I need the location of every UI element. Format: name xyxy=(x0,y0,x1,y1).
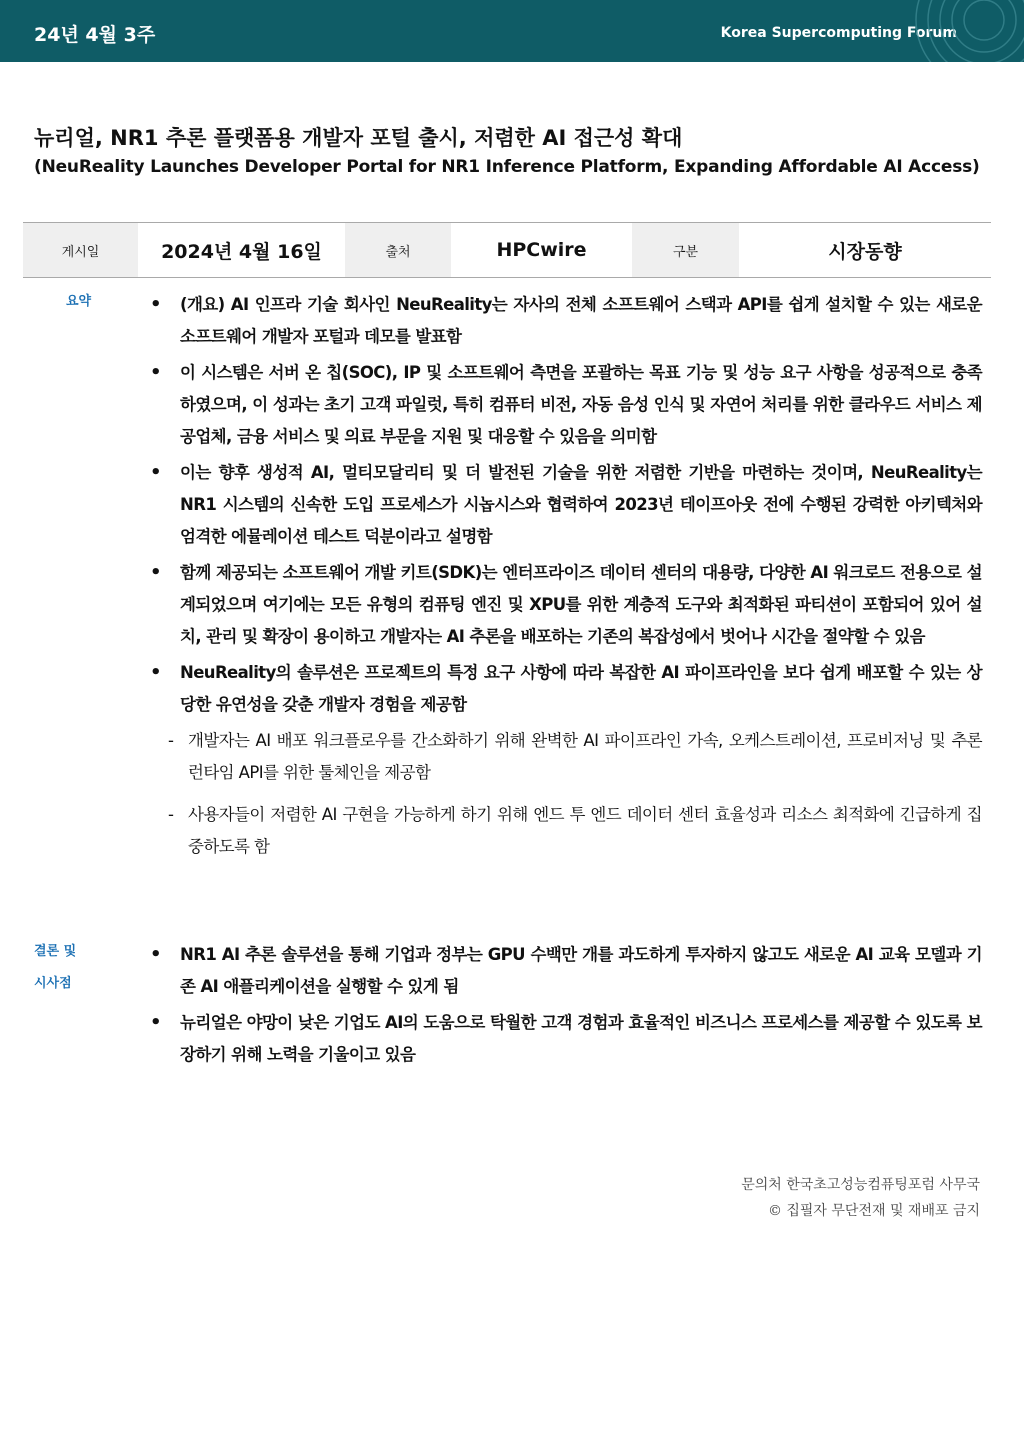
title-english: (NeuReality Launches Developer Portal for NR1 Inference Platform, Expanding Affordable AI Access) xyxy=(34,157,980,177)
category-value: 시장동향 xyxy=(828,240,902,263)
conclusion-label-line1: 결론 및 xyxy=(34,944,77,959)
summary-bullet: • NeuReality의 솔루션은 프로젝트의 특정 요구 사항에 따라 복잡한 AI 파이프라인을 보다 쉽게 배포할 수 있는 상당한 유연성을 갖춘 개발자 경험을 제공함 xyxy=(148,657,982,721)
summary-content xyxy=(148,289,982,873)
conclusion-bullet: • NR1 AI 추론 솔루션을 통해 기업과 정부는 GPU 수백만 개를 과도하게 투자하지 않고도 새로운 AI 교육 모델과 기존 AI 애플리케이션을 실행할 수 있게 됨 xyxy=(148,939,982,1003)
meta-table xyxy=(23,222,991,278)
category-label: 구분 xyxy=(632,223,739,277)
source-label: 출처 xyxy=(345,223,451,277)
conclusion-bullet: • 뉴리얼은 야망이 낮은 기업도 AI의 도움으로 탁월한 고객 경험과 효율적인 비즈니스 프로세스를 제공할 수 있도록 보장하기 위해 노력을 기울이고 있음 xyxy=(148,1007,982,1071)
conclusion-label xyxy=(34,936,76,1000)
header-org: Korea Supercomputing Forum xyxy=(720,25,957,41)
source-value: HPCwire xyxy=(496,239,587,261)
date-value: 2024년 4월 16일 xyxy=(161,240,322,263)
footer-copyright: © 집필자 무단전재 및 재배포 금지 xyxy=(767,1203,980,1219)
date-label: 게시일 xyxy=(23,223,138,277)
header-decoration-icon xyxy=(904,0,1024,62)
summary-bullet: • (개요) AI 인프라 기술 회사인 NeuReality는 자사의 전체 소프트웨어 스택과 API를 쉽게 설치할 수 있는 새로운 소프트웨어 개발자 포털과 데모를 발표함 xyxy=(148,289,982,353)
summary-bullet: • 이는 향후 생성적 AI, 멀티모달리티 및 더 발전된 기술을 위한 저렴한 기반을 마련하는 것이며, NeuReality는 NR1 시스템의 신속한 도입 프로세스가 시놉시스와 협력하여 2023년 테이프아웃 전에 수행된 강력한 아키텍처와 엄격한 에뮬레이션 테스트 덕분이라고 설명함 xyxy=(148,457,982,553)
conclusion-content xyxy=(148,939,982,1075)
summary-bullet: • 이 시스템은 서버 온 칩(SOC), IP 및 소프트웨어 측면을 포괄하는 목표 기능 및 성능 요구 사항을 성공적으로 충족하였으며, 이 성과는 초기 고객 파일럿, 특히 컴퓨터 비전, 자동 음성 인식 및 자연어 처리를 위한 클라우드 서비스 제공업체, 금융 서비스 및 의료 부문을 지원 및 대응할 수 있음을 의미함 xyxy=(148,357,982,453)
title-korean: 뉴리얼, NR1 추론 플랫폼용 개발자 포털 출시, 저렴한 AI 접근성 확대 xyxy=(34,126,683,150)
summary-sub-item: - 사용자들이 저렴한 AI 구현을 가능하게 하기 위해 엔드 투 엔드 데이터 센터 효율성과 리소스 최적화에 긴급하게 집중하도록 함 xyxy=(148,799,982,863)
footer-contact: 문의처 한국초고성능컴퓨팅포럼 사무국 xyxy=(741,1177,980,1193)
header-bar xyxy=(0,0,1024,62)
header-week: 24년 4월 3주 xyxy=(34,24,156,46)
summary-label: 요약 xyxy=(66,294,92,309)
footer xyxy=(741,1172,980,1224)
summary-bullet: • 함께 제공되는 소프트웨어 개발 키트(SDK)는 엔터프라이즈 데이터 센터의 대용량, 다양한 AI 워크로드 전용으로 설계되었으며 여기에는 모든 유형의 컴퓨팅 엔진 및 XPU를 위한 계층적 도구와 최적화된 파티션이 포함되어 있어 설치, 관리 및 확장이 용이하고 개발자는 AI 추론을 배포하는 기존의 복잡성에서 벗어나 시간을 절약할 수 있음 xyxy=(148,557,982,653)
conclusion-label-line2: 시사점 xyxy=(34,976,72,991)
summary-sub-item: - 개발자는 AI 배포 워크플로우를 간소화하기 위해 완벽한 AI 파이프라인 가속, 오케스트레이션, 프로비저닝 및 추론 런타임 API를 위한 툴체인을 제공함 xyxy=(148,725,982,789)
